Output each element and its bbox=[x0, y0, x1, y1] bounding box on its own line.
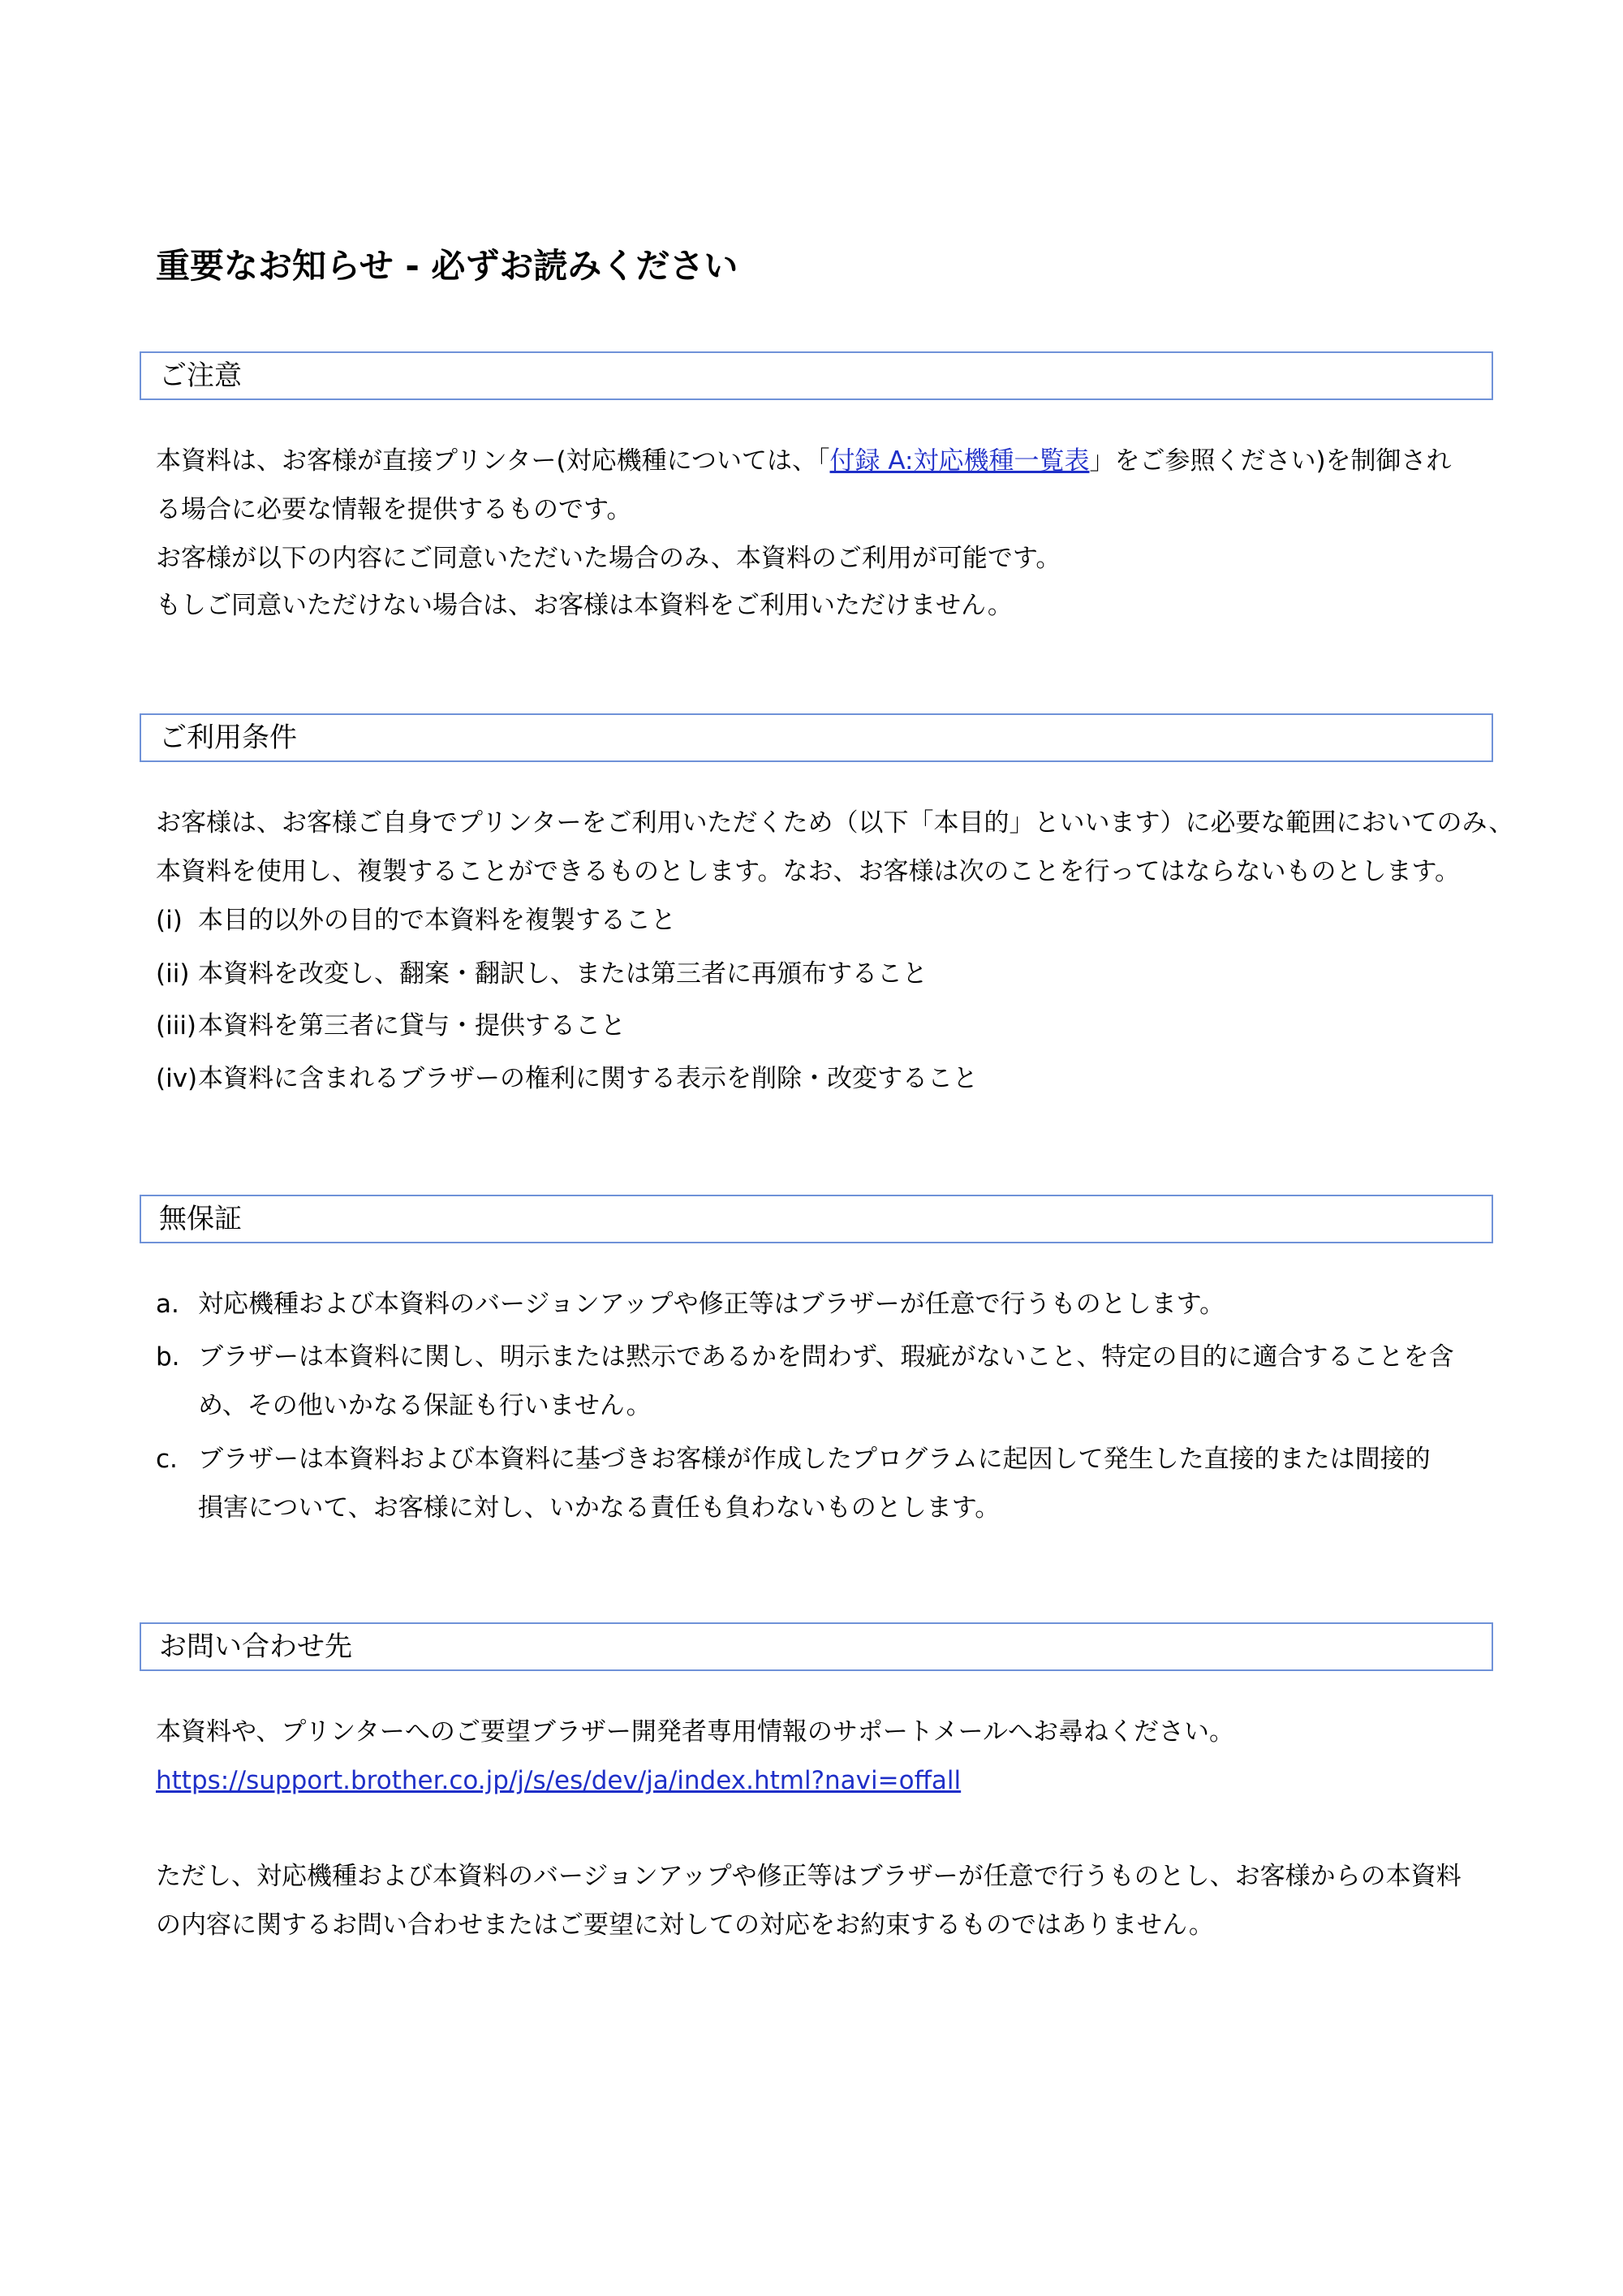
terms-item-label: (ii) bbox=[156, 959, 190, 989]
contact-line-3: の内容に関するお問い合わせまたはご要望に対しての対応をお約束するものではありません。 bbox=[156, 1910, 1214, 1940]
page-title: 重要なお知らせ - 必ずお読みください bbox=[156, 246, 738, 286]
terms-line-2: 本資料を使用し、複製することができるものとします。なお、お客様は次のことを行ってはならないものとします。 bbox=[156, 857, 1461, 886]
appendix-a-link[interactable]: 付録 A:対応機種一覧表 bbox=[829, 446, 1090, 476]
terms-item-text: 本目的以外の目的で本資料を複製すること bbox=[198, 906, 676, 935]
section-heading-label: ご注意 bbox=[159, 360, 242, 392]
terms-line-1: お客様は、お客様ご自身でプリンターをご利用いただくため（以下「本目的」といいます）に必要な範囲においてのみ、 bbox=[156, 808, 1514, 838]
terms-item-text: 本資料を改変し、翻案・翻訳し、または第三者に再頒布すること bbox=[198, 959, 928, 989]
support-url-link[interactable]: https://support.brother.co.jp/j/s/es/dev/ja/index.html?navi=offall bbox=[156, 1766, 962, 1795]
contact-url-line bbox=[156, 1763, 961, 1798]
notice-line-3: お客様が以下の内容にご同意いただいた場合のみ、本資料のご利用が可能です。 bbox=[156, 544, 1061, 573]
notice-line-2: る場合に必要な情報を提供するものです。 bbox=[156, 495, 632, 524]
notice-line-1: 本資料は、お客様が直接プリンター(対応機種については、「付録 A:対応機種一覧表」をご参照ください)を制御され bbox=[156, 446, 1452, 476]
section-heading-label: ご利用条件 bbox=[159, 722, 297, 754]
section-heading-label: 無保証 bbox=[159, 1203, 242, 1235]
section-heading-notice bbox=[140, 351, 1493, 400]
warranty-item-text: 損害について、お客様に対し、いかなる責任も負わないものとします。 bbox=[198, 1493, 1001, 1523]
terms-item-text: 本資料に含まれるブラザーの権利に関する表示を削除・改変すること bbox=[198, 1064, 978, 1093]
section-heading-label: お問い合わせ先 bbox=[159, 1630, 352, 1663]
contact-line-2: ただし、対応機種および本資料のバージョンアップや修正等はブラザーが任意で行うものとし、お客様からの本資料 bbox=[156, 1862, 1462, 1891]
terms-item-text: 本資料を第三者に貸与・提供すること bbox=[198, 1011, 626, 1040]
warranty-item-label: a. bbox=[156, 1290, 179, 1319]
warranty-item-label: b. bbox=[156, 1342, 180, 1372]
terms-item-label: (iv) bbox=[156, 1064, 198, 1093]
warranty-item-text: 対応機種および本資料のバージョンアップや修正等はブラザーが任意で行うものとします。 bbox=[198, 1290, 1225, 1319]
warranty-item-text: ブラザーは本資料に関し、明示または黙示であるかを問わず、瑕疵がないこと、特定の目的に適合することを含 bbox=[198, 1342, 1454, 1372]
terms-item-label: (i) bbox=[156, 906, 183, 935]
warranty-item-text: め、その他いかなる保証も行いません。 bbox=[198, 1391, 652, 1420]
terms-item-label: (iii) bbox=[156, 1011, 197, 1040]
warranty-item-label: c. bbox=[156, 1445, 178, 1474]
contact-line-1: 本資料や、プリンターへのご要望ブラザー開発者専用情報のサポートメールへお尋ねください。 bbox=[156, 1717, 1234, 1747]
notice-line-4: もしご同意いただけない場合は、お客様は本資料をご利用いただけません。 bbox=[156, 591, 1013, 620]
warranty-item-text: ブラザーは本資料および本資料に基づきお客様が作成したプログラムに起因して発生した直接的または間接的 bbox=[198, 1445, 1431, 1474]
section-heading-contact bbox=[140, 1622, 1493, 1671]
section-heading-terms bbox=[140, 713, 1493, 762]
section-heading-warranty bbox=[140, 1195, 1493, 1243]
